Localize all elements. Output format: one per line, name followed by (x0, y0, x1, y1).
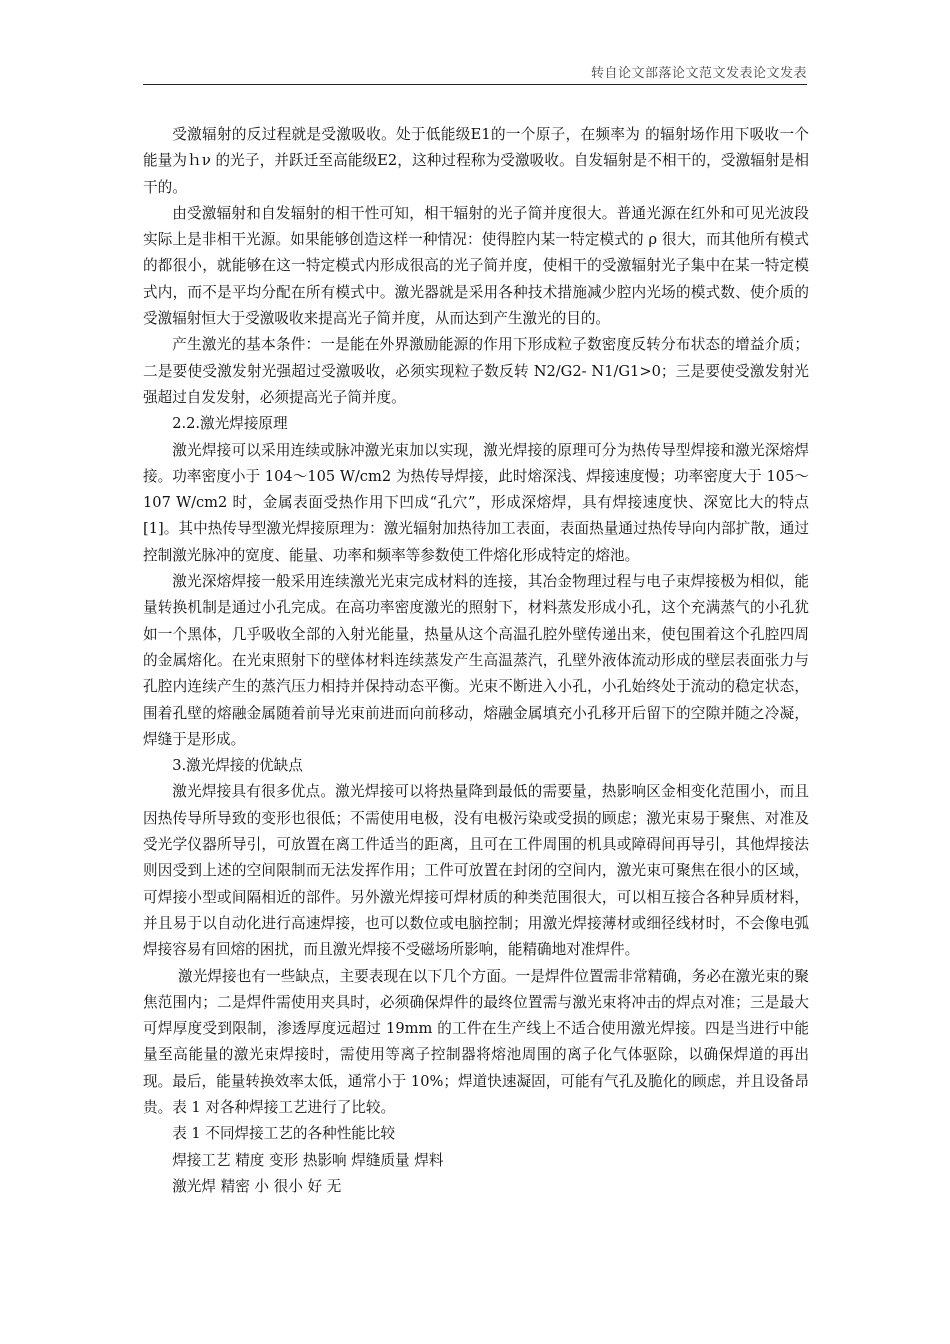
page-header: 转自论文部落论文范文发表论文发表 (590, 66, 807, 81)
header-divider (143, 84, 807, 85)
paragraph-disadvantages: 激光焊接也有一些缺点，主要表现在以下几个方面。一是焊件位置需非常精确，务必在激光束的聚焦范围内；二是焊件需使用夹具时，必须确保焊件的最终位置需与激光束将冲击的焊点对准；三是最大可焊厚度受到限制，渗透厚度远超过 19mm 的工件在生产线上不适合使用激光焊接。四是当进行中能量至高能量的激光束焊接时，需使用等离子控制器将熔池周围的离子化气体驱除，以确保焊道的再出现。最后，能量转换效率太低，通常小于 10%；焊道快速凝固，可能有气孔及脆化的顾虑，并且设备昂贵。表 1 对各种焊接工艺进行了比较。 (143, 967, 809, 1116)
section-heading-pros-cons: 3.激光焊接的优缺点 (172, 757, 303, 775)
paragraph-deep-penetration-welding: 激光深熔焊接一般采用连续激光光束完成材料的连接，其冶金物理过程与电子束焊接极为相似，能量转换机制是通过小孔完成。在高功率密度激光的照射下，材料蒸发形成小孔，这个充满蒸气的小孔犹如一个黑体，几乎吸收全部的入射光能量，热量从这个高温孔腔外壁传递出来，使包围着这个孔腔四周的金属熔化。在光束照射下的壁体材料连续蒸发产生高温蒸汽，孔壁外液体流动形成的壁层表面张力与孔腔内连续产生的蒸汽压力相持并保持动态平衡。光束不断进入小孔，小孔始终处于流动的稳定状态，围着孔壁的熔融金属随着前导光束前进而向前移动，熔融金属填充小孔移开后留下的空隙并随之冷凝，焊缝于是形成。 (143, 573, 809, 748)
paragraph-laser-conditions: 产生激光的基本条件：一是能在外界激励能源的作用下形成粒子数密度反转分布状态的增益介质；二是要使受激发射光强超过受激吸收，必须实现粒子数反转 N2/G2- N1/G1>0；三是要使受激发射光强超过自发发射，必须提高光子简并度。 (143, 336, 809, 406)
document-body (143, 122, 809, 1200)
paragraph-stimulated-absorption: 受激辐射的反过程就是受激吸收。处于低能级E1的一个原子，在频率为 的辐射场作用下吸收一个能量为ｈν 的光子，并跃迁至高能级E2，这种过程称为受激吸收。自发辐射是不相干的，受激辐射是相干的。 (143, 126, 809, 196)
section-heading-welding-principle: 2.2.激光焊接原理 (172, 415, 288, 433)
table-caption: 表 1 不同焊接工艺的各种性能比较 (172, 1125, 396, 1143)
paragraph-coherence: 由受激辐射和自发辐射的相干性可知，相干辐射的光子简并度很大。普通光源在红外和可见光波段实际上是非相干光源。如果能够创造这样一种情况：使得腔内某一特定模式的 ρ 很大，而其他所有模式的都很小，就能够在这一特定模式内形成很高的光子简并度，使相干的受激辐射光子集中在某一特定模式内，而不是平均分配在所有模式中。激光器就是采用各种技术措施减少腔内光场的模式数、使介质的受激辐射恒大于受激吸收来提高光子简并度，从而达到产生激光的目的。 (143, 204, 809, 328)
table-header-row: 焊接工艺 精度 变形 热影响 焊缝质量 焊料 (172, 1151, 444, 1169)
paragraph-advantages: 激光焊接具有很多优点。激光焊接可以将热量降到最低的需要量，热影响区金相变化范围小，而且因热传导所导致的变形也很低；不需使用电极，没有电极污染或受损的顾虑；激光束易于聚焦、对准及受光学仪器所导引，可放置在离工件适当的距离，且可在工件周围的机具或障碍间再导引，其他焊接法则因受到上述的空间限制而无法发挥作用；工件可放置在封闭的空间内，激光束可聚焦在很小的区域，可焊接小型或间隔相近的部件。另外激光焊接可焊材质的种类范围很大，可以相互接合各种异质材料，并且易于以自动化进行高速焊接，也可以数位或电脑控制；用激光焊接薄材或细径线材时，不会像电弧焊接容易有回熔的困扰，而且激光焊接不受磁场所影响，能精确地对准焊件。 (143, 783, 809, 959)
table-row: 激光焊 精密 小 很小 好 无 (172, 1177, 342, 1195)
paragraph-welding-principle: 激光焊接可以采用连续或脉冲激光束加以实现，激光焊接的原理可分为热传导型焊接和激光深熔焊接。功率密度小于 104～105 W/cm2 为热传导焊接，此时熔深浅、焊接速度慢；功率密度大于 105～107 W/cm2 时，金属表面受热作用下凹成“孔穴”，形成深熔焊，具有焊接速度快、深宽比大的特点[1]。其中热传导型激光焊接原理为：激光辐射加热待加工表面，表面热量通过热传导向内部扩散，通过控制激光脉冲的宽度、能量、功率和频率等参数使工件熔化形成特定的熔池。 (143, 441, 809, 564)
